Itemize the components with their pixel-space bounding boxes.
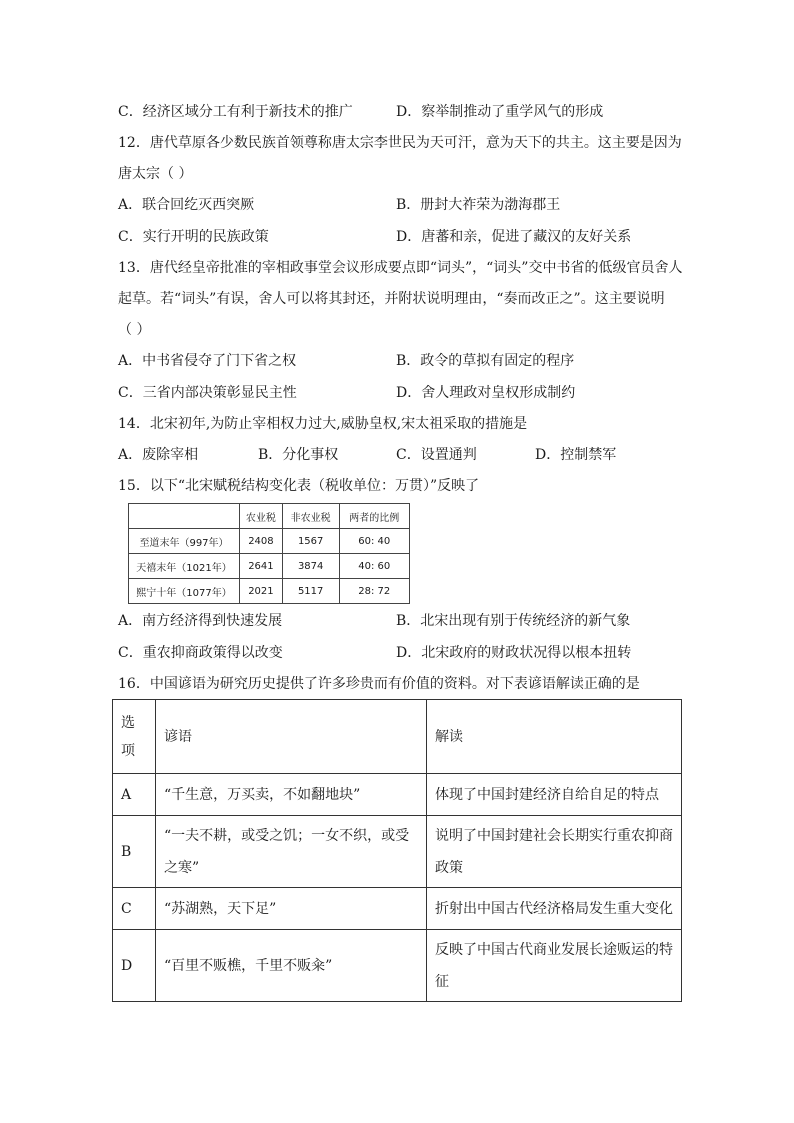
q11-option-c: C．经济区域分工有利于新技术的推广 <box>118 104 353 120</box>
option-cell: B <box>113 816 156 888</box>
q15-option-b: B．北宋出现有别于传统经济的新气象 <box>396 613 631 629</box>
q14-option-c: C．设置通判 <box>396 447 477 463</box>
q12-option-d: D．唐蕃和亲，促进了藏汉的友好关系 <box>396 229 632 245</box>
q16-stem: 16．中国谚语为研究历史提供了许多珍贵而有价值的资料。对下表谚语解读正确的是 <box>118 676 640 692</box>
proverb-cell: “百里不贩樵，千里不贩籴” <box>156 930 427 1002</box>
table-cell: 2408 <box>240 529 283 554</box>
table-cell: 至道末年（997年） <box>129 529 240 554</box>
q12-option-b: B．册封大祚荣为渤海郡王 <box>396 197 561 213</box>
proverb-table <box>112 699 682 1002</box>
table-cell: 2021 <box>240 579 283 604</box>
table-cell: 60: 40 <box>339 529 410 554</box>
q14-option-b: B．分化事权 <box>258 447 339 463</box>
tax-structure-table <box>128 503 410 604</box>
q15-option-a: A．南方经济得到快速发展 <box>118 613 283 629</box>
option-cell: C <box>113 888 156 930</box>
table-cell: 1567 <box>282 529 339 554</box>
table-cell: 熙宁十年（1077年） <box>129 579 240 604</box>
option-cell: A <box>113 774 156 816</box>
proverb-cell: “苏湖熟，天下足” <box>156 888 427 930</box>
q13-stem-line1: 13．唐代经皇帝批准的宰相政事堂会议形成要点即“词头”，“词头”交中书省的低级官员舍人 <box>118 260 683 276</box>
table-row <box>129 529 410 554</box>
table-row <box>113 816 682 888</box>
table-header-row <box>113 700 682 774</box>
table-header-cell: 两者的比例 <box>339 504 410 529</box>
header-option-label: 选项 <box>121 714 135 759</box>
table-header-cell <box>129 504 240 529</box>
header-reading-cell: 解读 <box>427 700 682 774</box>
header-option-cell <box>113 700 156 774</box>
q12-option-c: C．实行开明的民族政策 <box>118 229 269 245</box>
table-row <box>129 579 410 604</box>
q14-option-a: A．废除宰相 <box>118 447 199 463</box>
q12-stem-line2: 唐太宗（ ） <box>118 166 193 182</box>
table-header-cell: 农业税 <box>240 504 283 529</box>
q12-stem-line1: 12．唐代草原各少数民族首领尊称唐太宗李世民为天可汗，意为天下的共主。这主要是因为 <box>118 135 682 151</box>
table-cell: 28: 72 <box>339 579 410 604</box>
reading-cell: 反映了中国古代商业发展长途贩运的特征 <box>427 930 682 1002</box>
table-cell: 40: 60 <box>339 554 410 579</box>
table-cell: 天禧末年（1021年） <box>129 554 240 579</box>
reading-cell: 折射出中国古代经济格局发生重大变化 <box>427 888 682 930</box>
table-header-cell: 非农业税 <box>282 504 339 529</box>
table-cell: 3874 <box>282 554 339 579</box>
q13-option-b: B．政令的草拟有固定的程序 <box>396 353 575 369</box>
reading-cell: 体现了中国封建经济自给自足的特点 <box>427 774 682 816</box>
table-row <box>113 774 682 816</box>
q13-option-a: A．中书省侵夺了门下省之权 <box>118 353 297 369</box>
q15-stem: 15．以下“北宋赋税结构变化表（税收单位：万贯）”反映了 <box>118 478 480 494</box>
reading-cell: 说明了中国封建社会长期实行重农抑商政策 <box>427 816 682 888</box>
header-proverb-cell: 谚语 <box>156 700 427 774</box>
q13-option-c: C．三省内部决策彰显民主性 <box>118 385 297 401</box>
table-header-row <box>129 504 410 529</box>
table-row <box>129 554 410 579</box>
proverb-cell: “千生意，万买卖，不如翻地块” <box>156 774 427 816</box>
q14-stem: 14．北宋初年,为防止宰相权力过大,威胁皇权,宋太祖采取的措施是 <box>118 416 528 432</box>
table-row <box>113 888 682 930</box>
q15-option-d: D．北宋政府的财政状况得以根本扭转 <box>396 645 632 661</box>
table-cell: 2641 <box>240 554 283 579</box>
q12-option-a: A．联合回纥灭西突厥 <box>118 197 255 213</box>
q15-option-c: C．重农抑商政策得以改变 <box>118 645 283 661</box>
q11-option-d: D．察举制推动了重学风气的形成 <box>396 104 604 120</box>
table-row <box>113 930 682 1002</box>
q13-stem-line2: 起草。若“词头”有误，舍人可以将其封还，并附状说明理由，“奏而改正之”。这主要说明 <box>118 291 665 307</box>
q13-option-d: D．舍人理政对皇权形成制约 <box>396 385 576 401</box>
proverb-cell: “一夫不耕，或受之饥；一女不织，或受之寒” <box>156 816 427 888</box>
q14-option-d: D．控制禁军 <box>535 447 617 463</box>
q13-stem-line3: （ ） <box>118 322 151 338</box>
option-cell: D <box>113 930 156 1002</box>
table-cell: 5117 <box>282 579 339 604</box>
